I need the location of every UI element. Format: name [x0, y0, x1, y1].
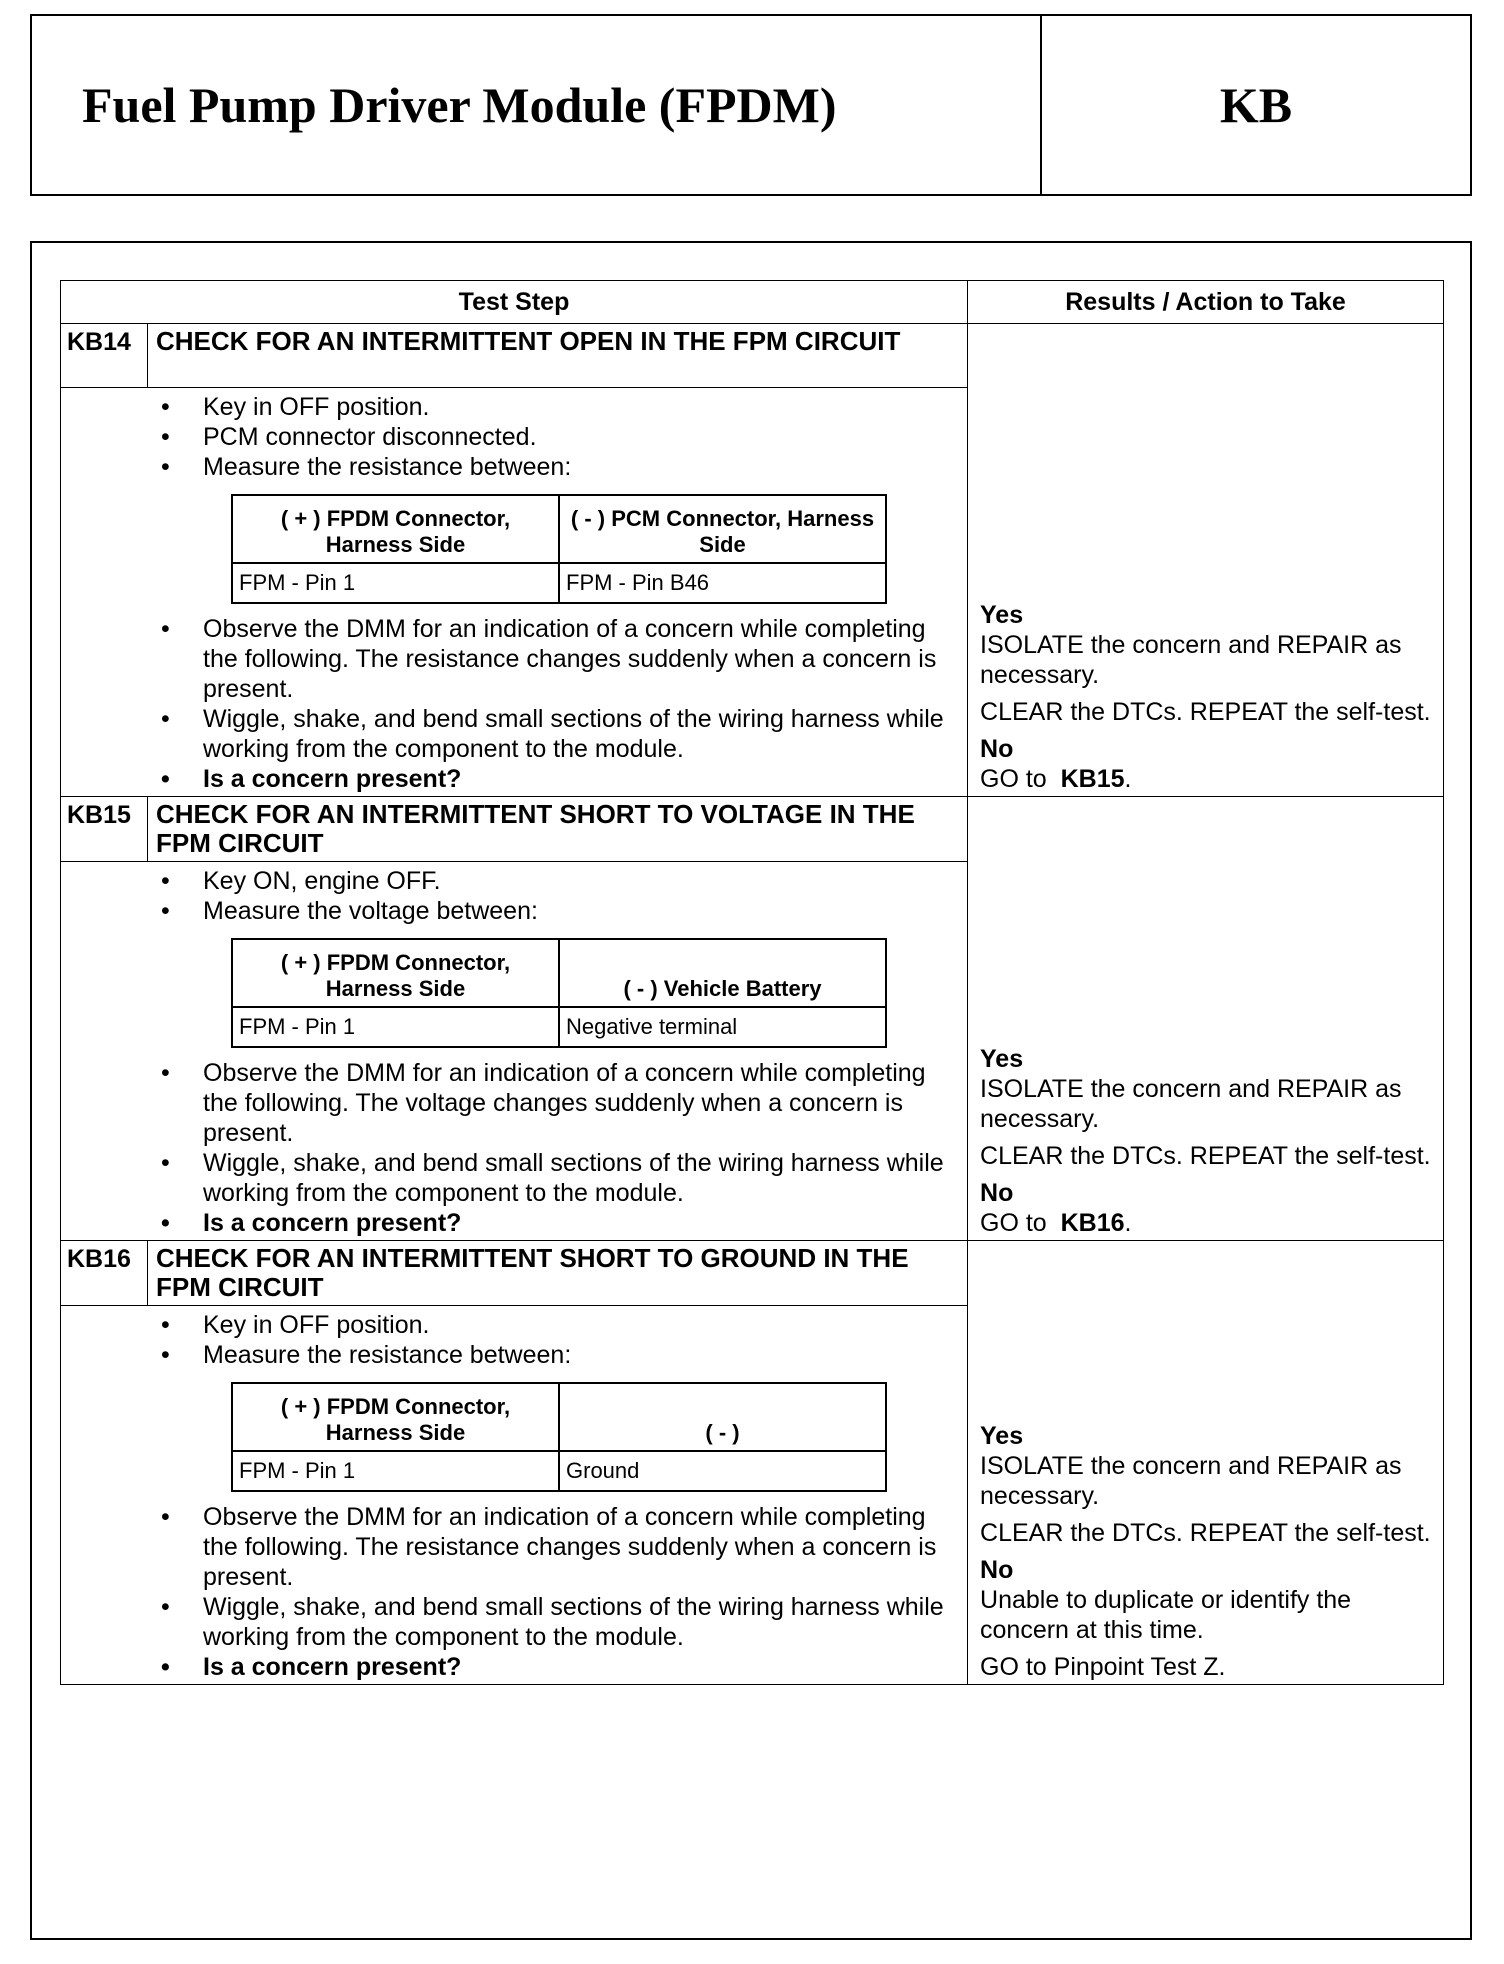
no-action-prefix: GO to [980, 1209, 1054, 1237]
no-action [980, 1208, 1437, 1238]
measure-header-positive: ( + ) FPDM Connector, Harness Side [232, 1383, 559, 1451]
step-instructions [61, 862, 968, 1241]
instruction: • Observe the DMM for an indication of a concern while completing the following. The resistance changes suddenly when a concern is present. [161, 1502, 957, 1592]
section-code: KB [1040, 16, 1470, 194]
step-id: KB14 [61, 324, 148, 388]
yes-label: Yes [980, 601, 1024, 629]
instruction: • Key in OFF position. [161, 1310, 957, 1340]
instruction: • Measure the resistance between: [161, 1340, 957, 1370]
instruction: • Measure the voltage between: [161, 896, 957, 926]
test-step-row [61, 324, 1444, 388]
instruction: • Observe the DMM for an indication of a concern while completing the following. The resistance changes suddenly when a concern is present. [161, 614, 957, 704]
step-id: KB15 [61, 797, 148, 862]
measure-value-negative: Negative terminal [559, 1007, 886, 1047]
pre-bullets [161, 392, 957, 482]
post-bullets [161, 1502, 957, 1682]
page-title: Fuel Pump Driver Module (FPDM) [82, 77, 837, 133]
yes-action-2: CLEAR the DTCs. REPEAT the self-test. [980, 1519, 1431, 1547]
measure-header-negative: ( - ) PCM Connector, Harness Side [559, 495, 886, 563]
measure-value-negative: Ground [559, 1451, 886, 1491]
instruction: • Wiggle, shake, and bend small sections of the wiring harness while working from the component to the module. [161, 704, 957, 764]
measure-header-positive: ( + ) FPDM Connector, Harness Side [232, 939, 559, 1007]
no-action [980, 764, 1437, 794]
question: • Is a concern present? [161, 1652, 957, 1682]
test-step-row [61, 1241, 1444, 1306]
question: • Is a concern present? [161, 764, 957, 794]
step-title: CHECK FOR AN INTERMITTENT SHORT TO VOLTAGE IN THE FPM CIRCUIT [148, 797, 968, 862]
step-title: CHECK FOR AN INTERMITTENT OPEN IN THE FPM CIRCUIT [148, 324, 968, 388]
test-step-row [61, 797, 1444, 862]
yes-action-2: CLEAR the DTCs. REPEAT the self-test. [980, 698, 1431, 726]
yes-label: Yes [980, 1422, 1024, 1450]
pre-bullets [161, 1310, 957, 1370]
measure-header-negative: ( - ) [559, 1383, 886, 1451]
step-results [968, 1241, 1444, 1685]
no-action-2: GO to Pinpoint Test Z. [980, 1653, 1226, 1681]
column-header-test-step: Test Step [61, 281, 968, 324]
post-bullets [161, 614, 957, 794]
column-header-results: Results / Action to Take [968, 281, 1444, 324]
measure-value-negative: FPM - Pin B46 [559, 563, 886, 603]
measurement-table [231, 1382, 887, 1492]
measurement-table [231, 938, 887, 1048]
measure-header-positive: ( + ) FPDM Connector, Harness Side [232, 495, 559, 563]
pre-bullets [161, 866, 957, 926]
page-header [30, 14, 1472, 196]
instruction: • Wiggle, shake, and bend small sections of the wiring harness while working from the component to the module. [161, 1148, 957, 1208]
pinpoint-test-table [60, 280, 1444, 1685]
post-bullets [161, 1058, 957, 1238]
no-action-prefix: GO to [980, 765, 1054, 793]
no-action-suffix: . [1124, 765, 1132, 793]
yes-action: ISOLATE the concern and REPAIR as necessary. [980, 1075, 1402, 1133]
instruction: • Key in OFF position. [161, 392, 957, 422]
yes-action: ISOLATE the concern and REPAIR as necessary. [980, 1452, 1402, 1510]
instruction: • PCM connector disconnected. [161, 422, 957, 452]
no-label: No [980, 1556, 1014, 1584]
no-action: Unable to duplicate or identify the concern at this time. [980, 1586, 1352, 1644]
yes-label: Yes [980, 1045, 1024, 1073]
next-step-ref: KB16 [1060, 1209, 1125, 1237]
next-step-ref: KB15 [1060, 765, 1125, 793]
step-instructions [61, 388, 968, 797]
instruction: • Key ON, engine OFF. [161, 866, 957, 896]
instruction: • Measure the resistance between: [161, 452, 957, 482]
step-results [968, 324, 1444, 797]
no-label: No [980, 735, 1014, 763]
no-label: No [980, 1179, 1014, 1207]
measure-value-positive: FPM - Pin 1 [232, 563, 559, 603]
step-id: KB16 [61, 1241, 148, 1306]
step-results [968, 797, 1444, 1241]
step-instructions [61, 1306, 968, 1685]
measurement-table [231, 494, 887, 604]
measure-value-positive: FPM - Pin 1 [232, 1451, 559, 1491]
no-action-suffix: . [1124, 1209, 1132, 1237]
question: • Is a concern present? [161, 1208, 957, 1238]
step-title: CHECK FOR AN INTERMITTENT SHORT TO GROUND IN THE FPM CIRCUIT [148, 1241, 968, 1306]
measure-header-negative: ( - ) Vehicle Battery [559, 939, 886, 1007]
yes-action-2: CLEAR the DTCs. REPEAT the self-test. [980, 1142, 1431, 1170]
yes-action: ISOLATE the concern and REPAIR as necessary. [980, 631, 1402, 689]
instruction: • Observe the DMM for an indication of a concern while completing the following. The voltage changes suddenly when a concern is present. [161, 1058, 957, 1148]
measure-value-positive: FPM - Pin 1 [232, 1007, 559, 1047]
instruction: • Wiggle, shake, and bend small sections of the wiring harness while working from the component to the module. [161, 1592, 957, 1652]
